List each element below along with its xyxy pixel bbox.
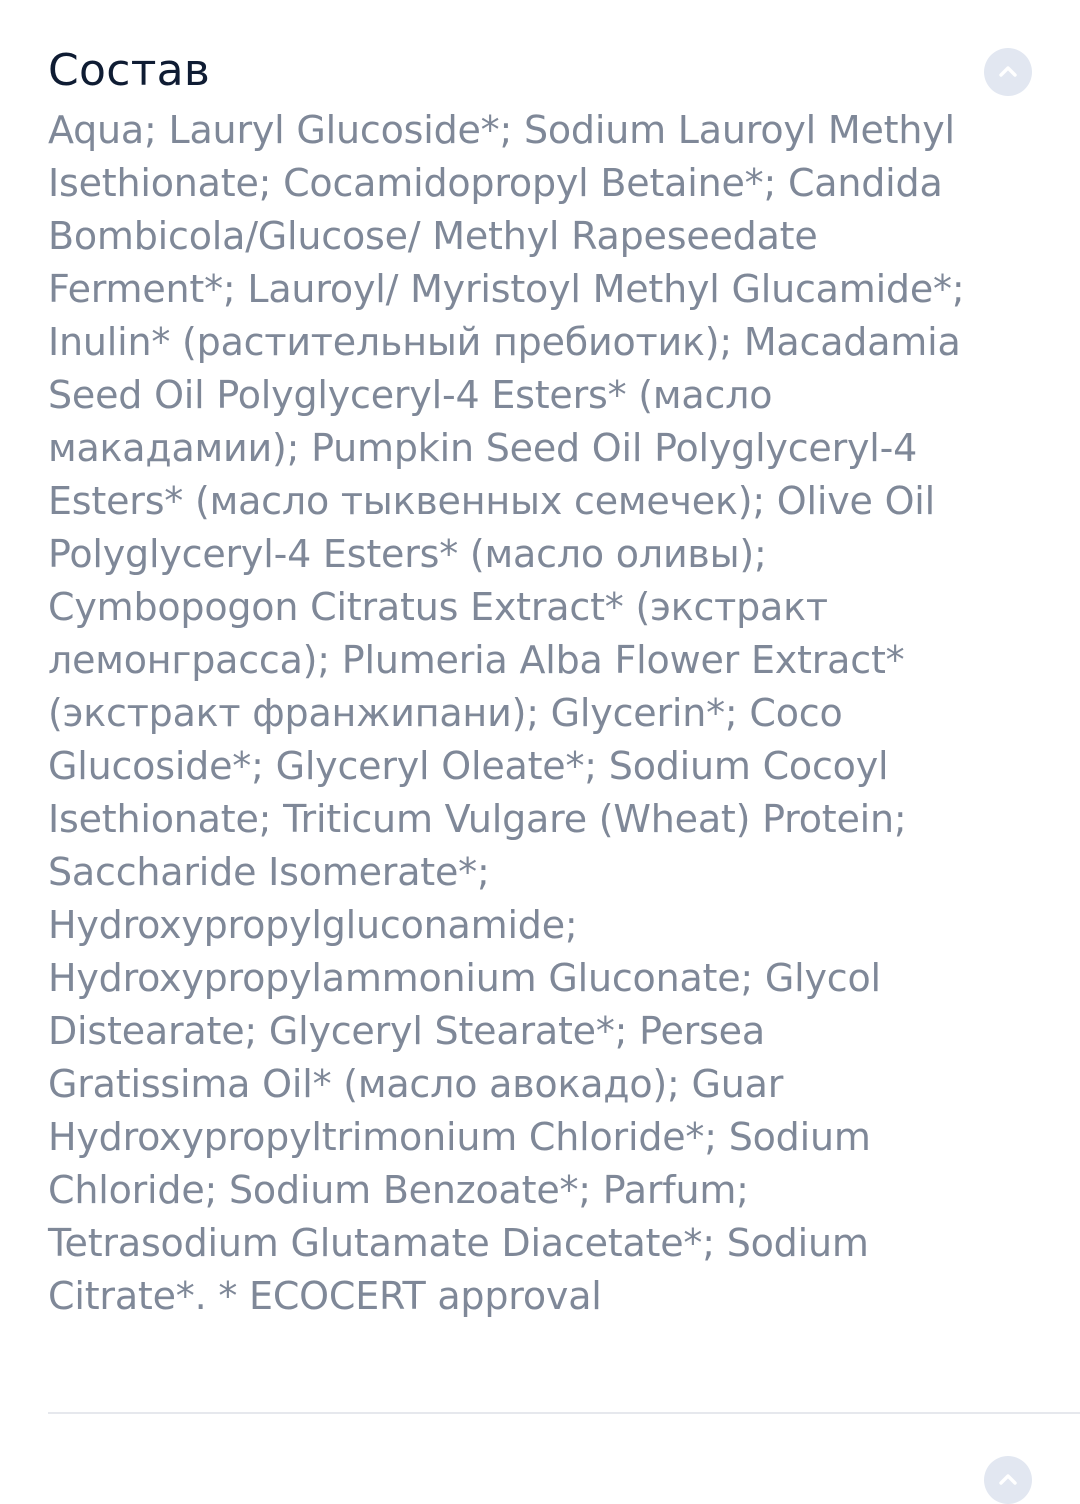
next-section-toggle-button[interactable] [984, 1456, 1032, 1504]
composition-text: Aqua; Lauryl Glucoside*; Sodium Lauroyl Methyl Isethionate; Cocamidopropyl Betaine*; Candida Bombicola/Glucose/ Methyl Rapeseedate Ferment*; Lauroyl/ Myristoyl Methyl Glucamide*; Inulin* (растительный пребиотик); Macadamia Seed Oil Polyglyceryl-4 Esters* (масло макадамии); Pumpkin Seed Oil Polyglyceryl-4 Esters* (масло тыквенных семечек); Olive Oil Polyglyceryl-4 Esters* (масло оливы); Cymbopogon Citratus Extract* (экстракт лемонграсса); Plumeria Alba Flower Extract* (экстракт франжипани); Glycerin*; Coco Glucoside*; Glyceryl Oleate*; Sodium Cocoyl Isethionate; Triticum Vulgare (Wheat) Protein; Saccharide Isomerate*; Hydroxypropylgluconamide; Hydroxypropylammonium Gluconate; Glycol Distearate; Glyceryl Stearate*; Persea Gratissima Oil* (масло авокадо); Guar Hydroxypropyltrimonium Chloride*; Sodium Chloride; Sodium Benzoate*; Parfum; Tetrasodium Glutamate Diacetate*; Sodium Citrate*. * ECOCERT approval [48, 108, 965, 1318]
composition-section [48, 40, 1080, 1323]
composition-title[interactable]: Состав [48, 45, 211, 96]
chevron-up-icon [996, 60, 1020, 84]
section-divider [48, 1412, 1080, 1414]
composition-collapse-button[interactable] [984, 48, 1032, 96]
